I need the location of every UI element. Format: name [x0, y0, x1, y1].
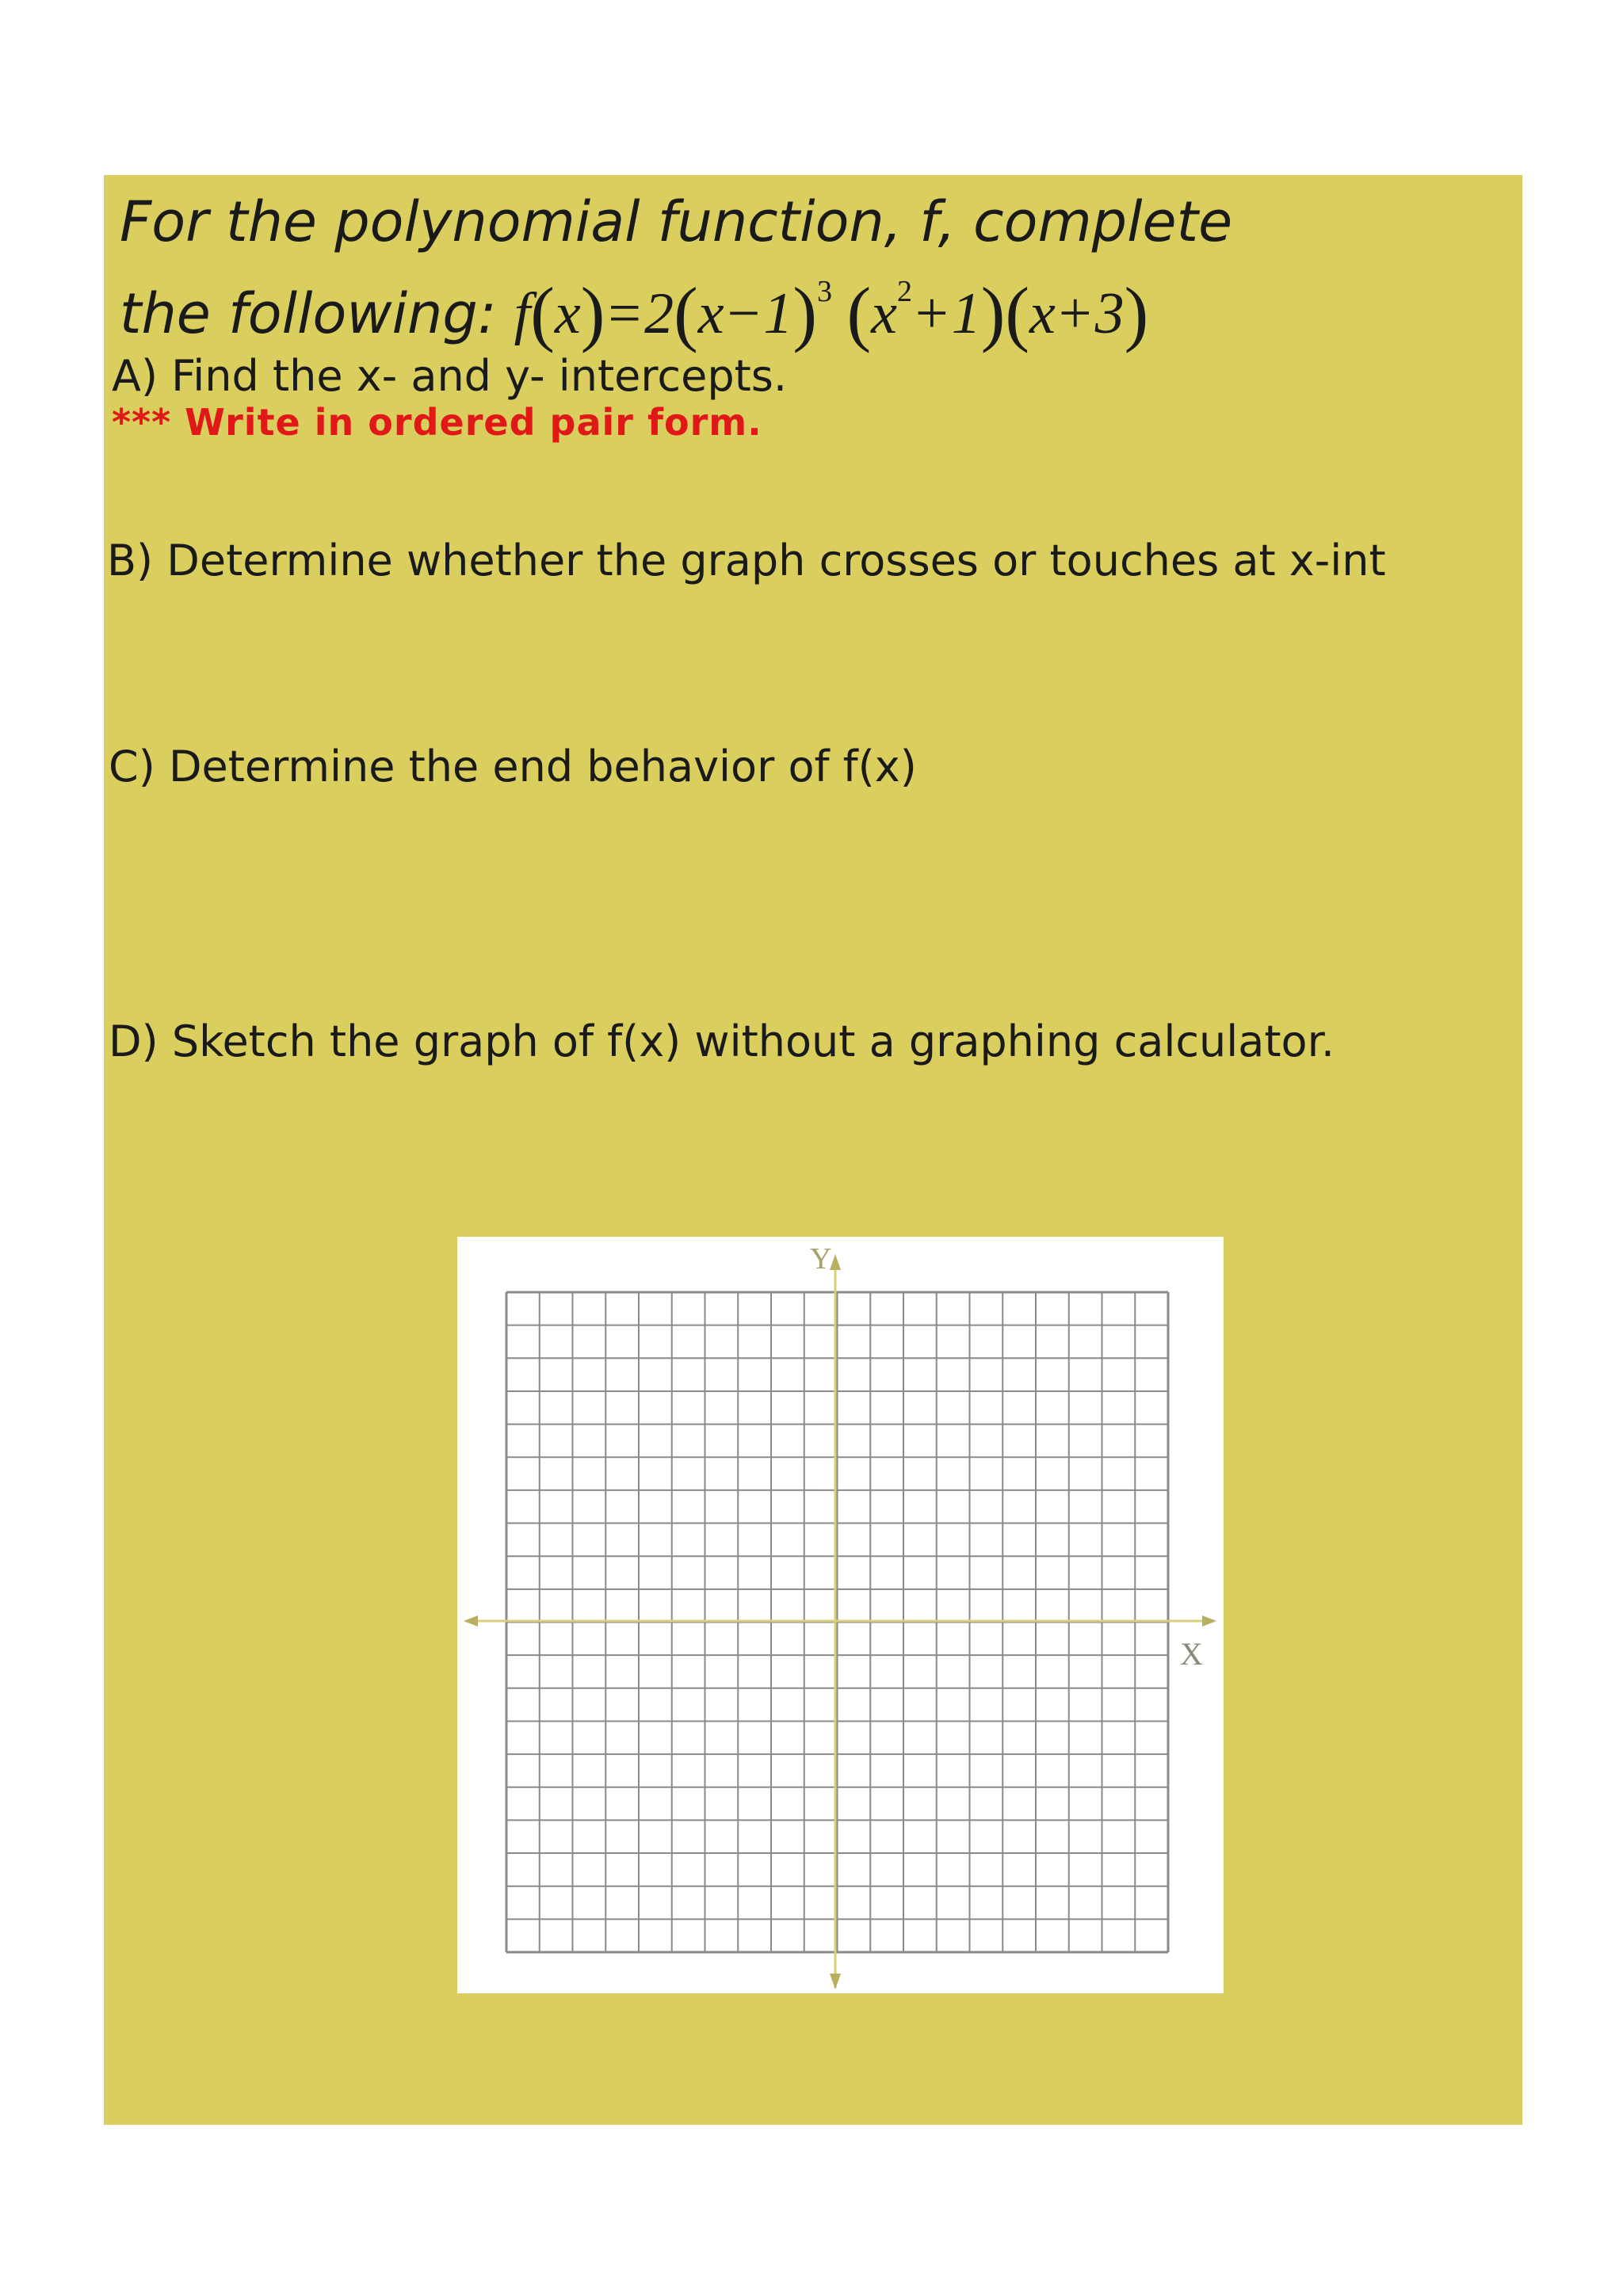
formula-f: f [514, 281, 531, 346]
title-line-2 [120, 257, 1467, 353]
formula-plus: + [915, 281, 949, 346]
formula-one: 1 [951, 281, 981, 346]
worksheet-panel [104, 175, 1522, 2125]
coordinate-grid-box [457, 1237, 1224, 1993]
title-line-1: For the polynomial function, f, complete [120, 189, 1233, 254]
question-b: B) Determine whether the graph crosses or touches at x-int [107, 536, 1386, 585]
polynomial-formula [514, 273, 1149, 353]
formula-paren: ( [530, 273, 555, 353]
formula-plus: + [1058, 281, 1092, 346]
title-line-2-text: the following: [120, 281, 497, 346]
formula-x: x [554, 281, 581, 346]
formula-paren: ( [674, 273, 698, 353]
formula-paren: ) [980, 273, 1006, 353]
formula-x: x [1029, 281, 1056, 346]
formula-paren: ) [1124, 273, 1149, 353]
formula-x: x [697, 281, 724, 346]
x-axis-left-arrow [464, 1615, 478, 1627]
formula-one: 1 [763, 281, 793, 346]
worksheet-title [120, 187, 1467, 353]
question-d: D) Sketch the graph of f(x) without a graphing calculator. [109, 1016, 1335, 1066]
question-a: A) Find the x- and y- intercepts. [112, 351, 788, 401]
formula-exponent-2: 2 [896, 275, 912, 308]
coordinate-grid[interactable] [457, 1237, 1224, 1993]
formula-paren: ( [1005, 273, 1029, 353]
x-axis-right-arrow [1202, 1615, 1216, 1627]
formula-paren: ) [792, 273, 817, 353]
y-axis-label: Y [810, 1242, 832, 1276]
formula-paren: ( [846, 273, 872, 353]
axes [464, 1242, 1216, 1989]
question-c: C) Determine the end behavior of f(x) [109, 742, 917, 791]
ordered-pair-note: *** Write in ordered pair form. [112, 401, 762, 444]
formula-paren: ) [580, 273, 605, 353]
formula-equals: = [608, 281, 642, 346]
y-axis-bottom-arrow [830, 1974, 841, 1989]
formula-minus: − [727, 281, 761, 346]
formula-coefficient: 2 [644, 281, 674, 346]
formula-three: 3 [1094, 281, 1125, 346]
x-axis-label: X [1180, 1636, 1203, 1672]
formula-exponent-3: 3 [816, 275, 832, 308]
formula-x: x [871, 281, 897, 346]
